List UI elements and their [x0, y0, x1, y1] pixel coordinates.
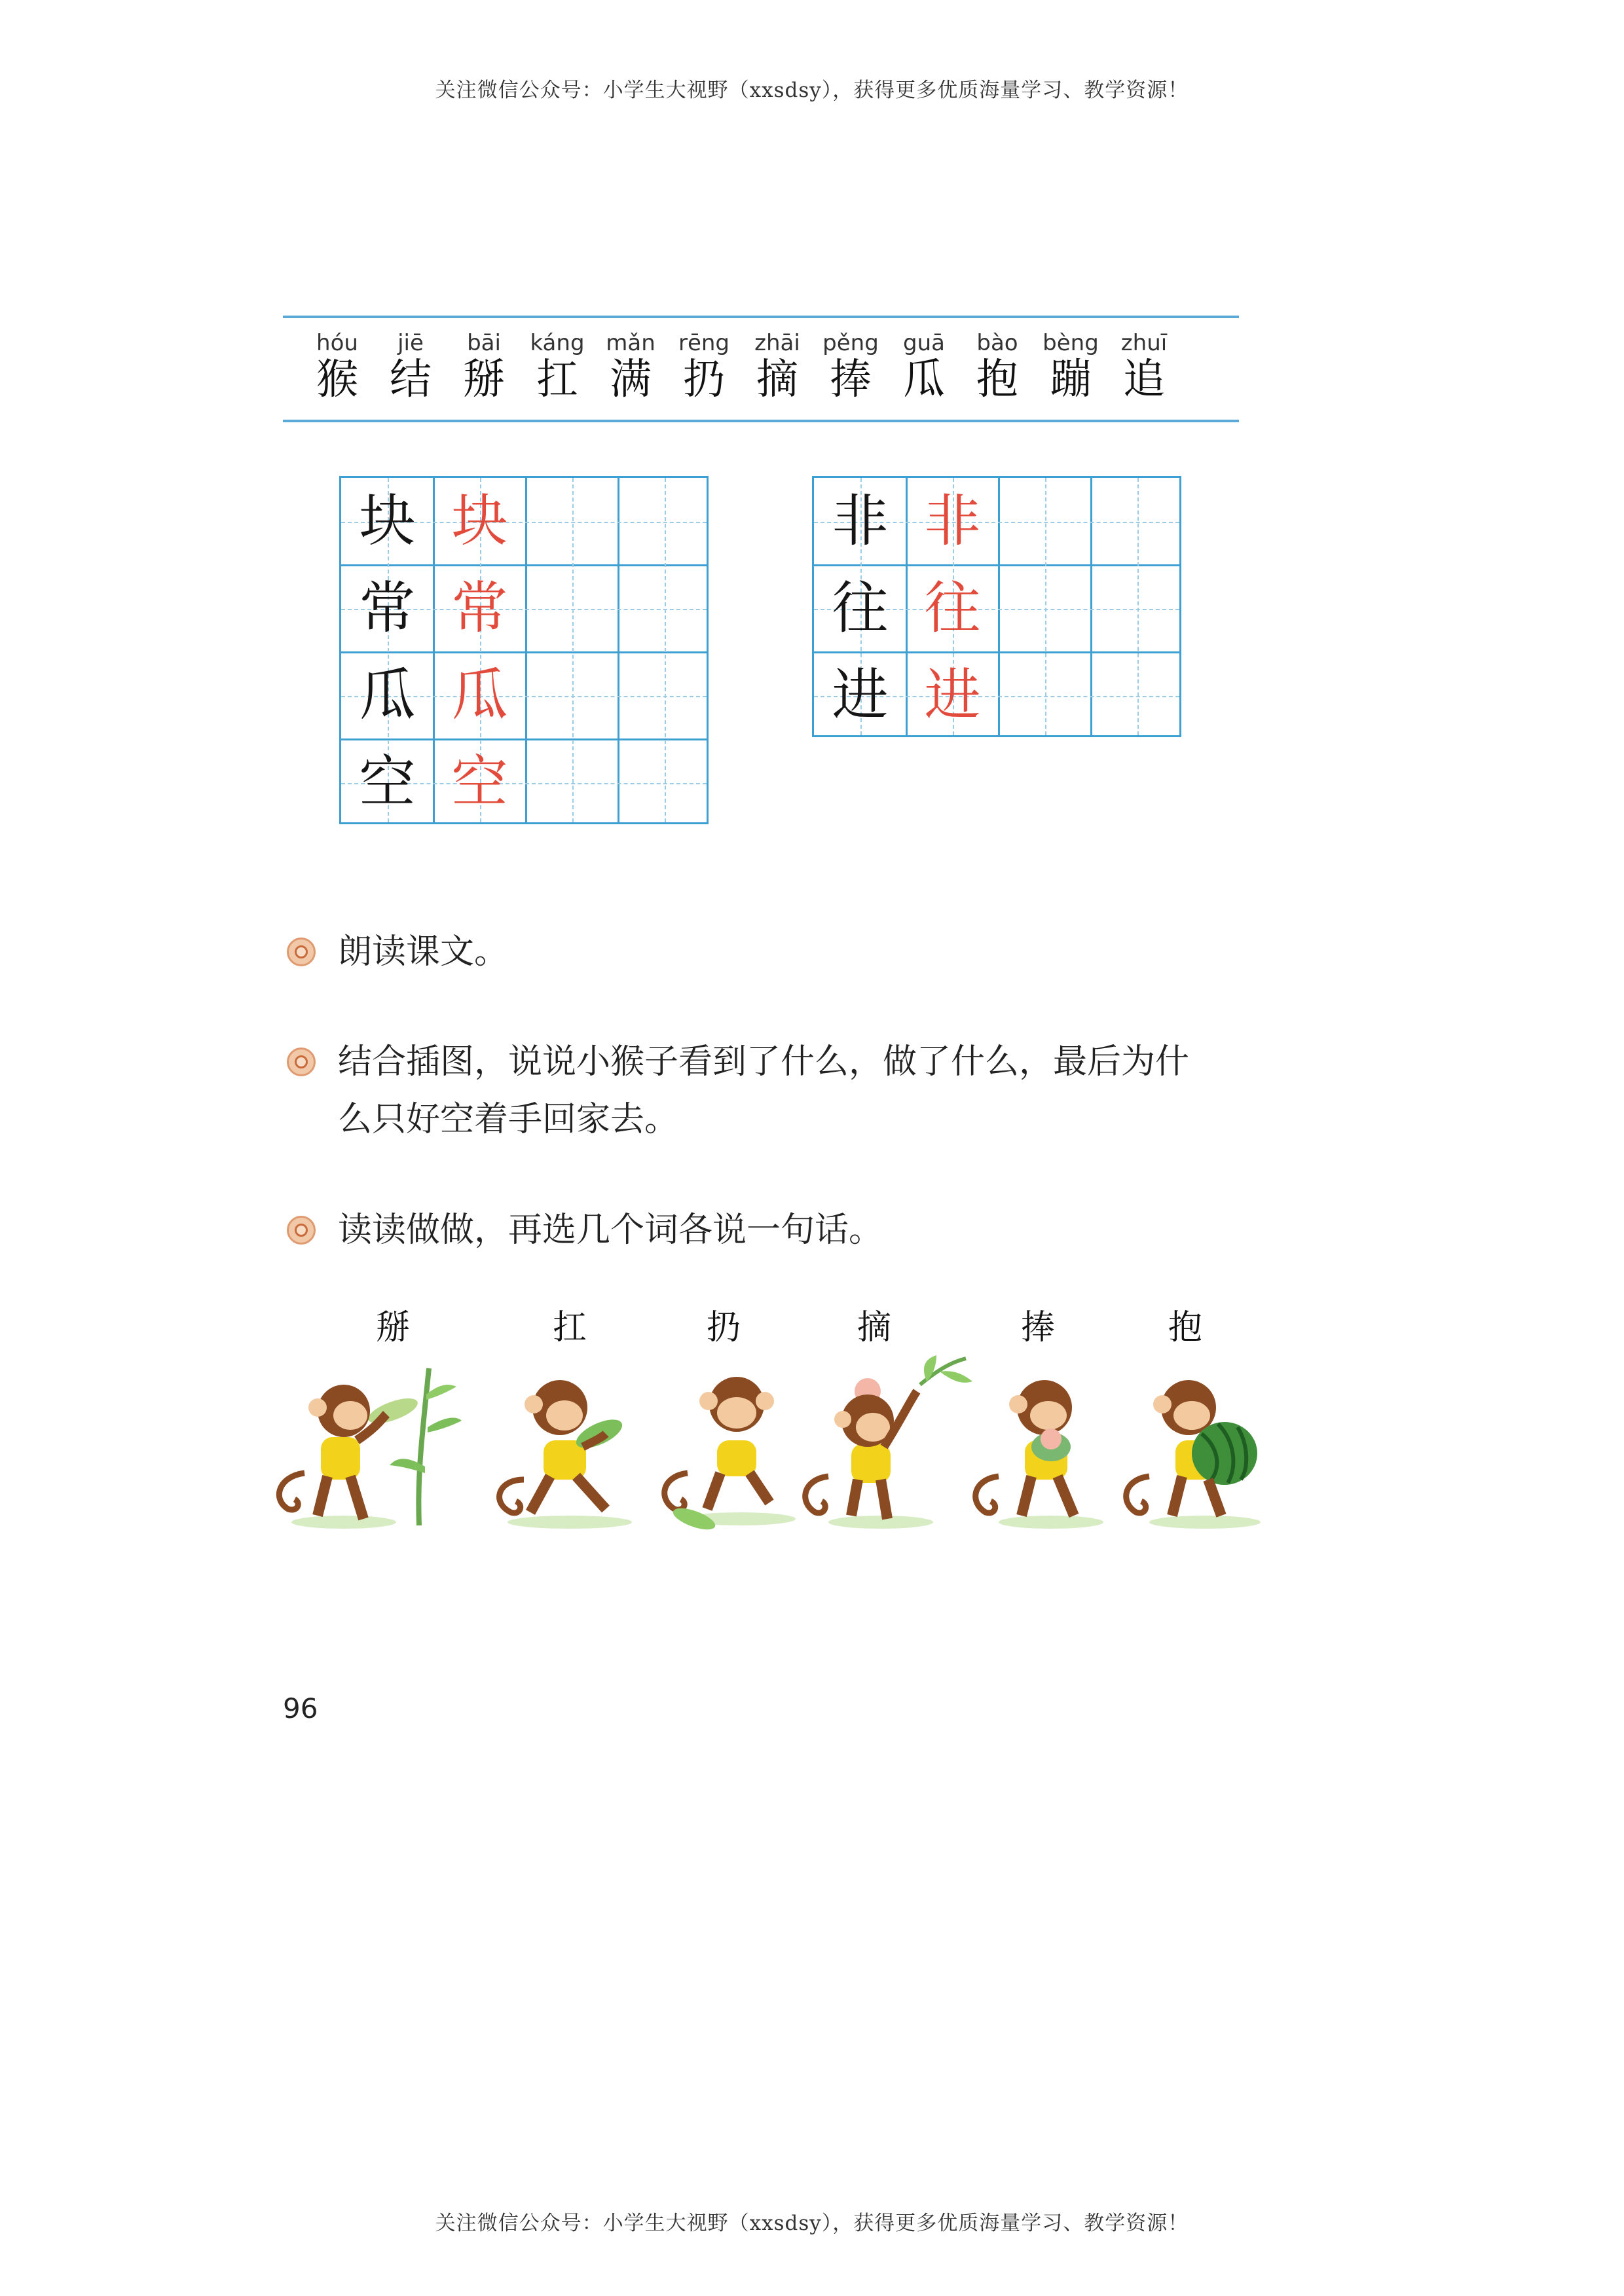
verb-label: 摘 [857, 1308, 891, 1347]
vocab-character: 猴 [316, 355, 358, 404]
page-number: 96 [283, 1692, 318, 1724]
vocab-item [301, 330, 373, 403]
trace-character: 非 [924, 488, 981, 554]
vocab-character: 蹦 [1050, 355, 1092, 404]
vocab-pinyin: pěng [822, 330, 879, 356]
vocab-item [448, 330, 520, 403]
top-banner: 关注微信公众号：小学生大视野（xxsdsy），获得更多优质海量学习、教学资源！ [435, 79, 1189, 102]
verb-label: 抱 [1168, 1308, 1202, 1347]
monkey-carrying-corn-illustration [485, 1355, 681, 1532]
model-character: 块 [359, 488, 416, 554]
flower-bullet-icon [287, 1216, 316, 1245]
vocab-pinyin: zhāi [754, 330, 800, 356]
vocab-strip [283, 316, 1239, 422]
vocab-character: 结 [390, 355, 432, 404]
verb-label: 掰 [375, 1308, 410, 1347]
vocab-pinyin: bào [976, 330, 1018, 356]
trace-character: 空 [451, 750, 508, 815]
vocab-item [375, 330, 447, 403]
exercise-text: 朗读课文。 [338, 932, 509, 972]
grid-line [618, 478, 619, 822]
exercise-text: 结合插图，说说小猴子看到了什么，做了什么，最后为什么只好空着手回家去。 [338, 1042, 1190, 1139]
vocab-character: 抱 [976, 355, 1018, 404]
trace-character: 往 [924, 575, 981, 641]
verb-label: 捧 [1020, 1308, 1055, 1347]
vocab-pinyin: mǎn [606, 330, 655, 356]
vocab-item [595, 330, 667, 403]
vocab-pinyin: hóu [316, 330, 358, 356]
vocab-pinyin: guā [903, 330, 945, 356]
vocab-character: 扛 [536, 355, 578, 404]
grid-guide-line [665, 478, 666, 822]
vocab-character: 瓜 [903, 355, 945, 404]
vocab-item [888, 330, 960, 403]
vocab-pinyin: bāi [467, 330, 501, 356]
model-character: 空 [359, 750, 416, 815]
vocab-item [1035, 330, 1107, 403]
verb-label: 扔 [706, 1308, 741, 1347]
model-character: 进 [832, 663, 889, 728]
vocab-item [741, 330, 813, 403]
vocab-pinyin: jiē [397, 330, 424, 356]
vocab-character: 捧 [830, 355, 872, 404]
model-character: 非 [832, 488, 889, 554]
grid-guide-line [572, 478, 574, 822]
vocab-character: 摘 [756, 355, 798, 404]
writing-grid-right [812, 476, 1181, 737]
vocab-item [815, 330, 887, 403]
vocab-pinyin: káng [530, 330, 585, 356]
flower-bullet-icon [287, 938, 316, 966]
trace-character: 常 [451, 575, 508, 641]
model-character: 瓜 [359, 663, 416, 728]
trace-character: 进 [924, 663, 981, 728]
verb-label: 扛 [552, 1308, 587, 1347]
vocab-item [521, 330, 593, 403]
flower-bullet-icon [287, 1048, 316, 1076]
vocab-character: 追 [1123, 355, 1165, 404]
vocab-character: 扔 [683, 355, 725, 404]
trace-character: 块 [451, 488, 508, 554]
vocab-character: 掰 [463, 355, 505, 404]
vocab-pinyin: zhuī [1120, 330, 1168, 356]
vocab-item [668, 330, 740, 403]
exercise-text: 读读做做，再选几个词各说一句话。 [338, 1211, 883, 1250]
vocab-pinyin: bèng [1043, 330, 1099, 356]
vocab-character: 满 [610, 355, 652, 404]
monkey-breaking-corn-illustration [265, 1355, 462, 1532]
trace-character: 瓜 [451, 663, 508, 728]
model-character: 常 [359, 575, 416, 641]
writing-grid-left [339, 476, 709, 824]
model-character: 往 [832, 575, 889, 641]
bottom-banner: 关注微信公众号：小学生大视野（xxsdsy），获得更多优质海量学习、教学资源！ [435, 2212, 1189, 2235]
vocab-item [961, 330, 1033, 403]
monkey-hugging-watermelon-illustration [1113, 1355, 1310, 1532]
vocab-pinyin: rēng [678, 330, 730, 356]
vocab-item [1108, 330, 1180, 403]
